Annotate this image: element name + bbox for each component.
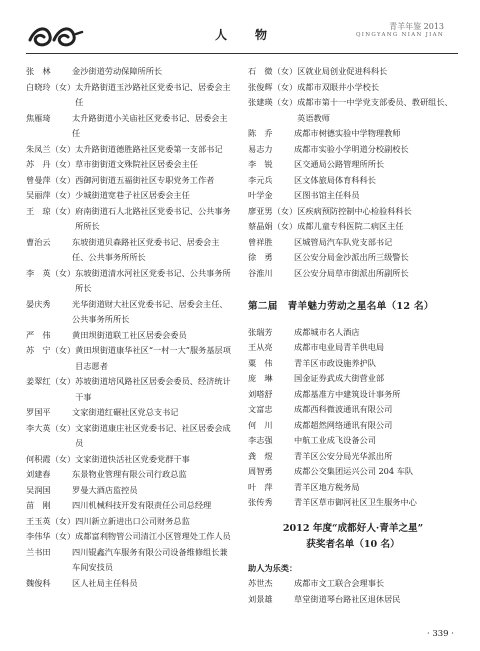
person-name: 张瑞芳 (248, 326, 273, 337)
list-item (248, 235, 458, 251)
person-name: 石 微（女） (248, 66, 298, 76)
person-title: 东坡街道贝森路社区党委书记、居委会主任、公共事务所所长 (72, 236, 220, 262)
person-name: 魏俊科 (26, 577, 51, 588)
person-title: 成都公交集团运兴公司 204 车队 (294, 466, 414, 476)
person-name: 叶 萍 (248, 481, 273, 492)
list-item (248, 64, 458, 80)
person-title: 青羊区草市御河社区卫生服务中心 (294, 497, 417, 507)
person-name: 李 锐 (248, 159, 273, 169)
list-item (26, 328, 234, 344)
person-title: 成都城市名人酒店 (294, 326, 360, 337)
person-title: 草堂街道琴台路社区退休居民 (294, 593, 401, 604)
person-title: 区文体旅局体育科科长 (294, 174, 376, 185)
list-item (26, 514, 234, 530)
list-item (248, 480, 458, 496)
person-title: 成都市实验小学明道分校副校长 (294, 143, 409, 154)
person-title: 青羊区公安分局光华派出所 (294, 450, 393, 461)
person-title: 成都西科微波通讯有限公司 (294, 404, 393, 414)
person-title: 四川新立新进出口公司财务总监 (75, 515, 190, 526)
list-item (248, 340, 458, 356)
person-name: 叶学金 (248, 190, 273, 200)
person-title: 区交通局公路管理所所长 (294, 159, 385, 169)
list-item (248, 464, 458, 480)
yearbook-subtitle: QINGYANG NIAN JIAN (355, 32, 444, 38)
list-item (248, 325, 458, 341)
list-item (26, 142, 234, 158)
list-item (26, 343, 234, 374)
person-name: 朱凤兰（女） (26, 143, 76, 154)
list-item (26, 374, 234, 405)
person-title: 东坡街道清水河社区党委书记、公共事务所所长 (75, 267, 231, 293)
labor-star-list (248, 325, 458, 511)
person-name: 龚 煜 (248, 450, 273, 461)
list-item (26, 204, 234, 235)
person-title: 成都市电业局青羊供电局 (294, 342, 385, 352)
person-name: 周智勇 (248, 466, 273, 476)
person-title: 中航工业成飞设备公司 (294, 435, 376, 445)
person-name: 王玉英（女） (26, 515, 76, 526)
person-name: 刘嗒舒 (248, 388, 273, 399)
person-title: 区公安分局草市街派出所副所长 (294, 267, 409, 278)
person-title: 黄田坝街道康华社区“一村一大”服务基层项目志愿者 (75, 345, 231, 371)
list-item (248, 592, 458, 608)
person-name: 李 英（女） (26, 267, 76, 278)
list-item (26, 157, 234, 173)
person-name: 严 伟 (26, 329, 51, 340)
list-item (26, 235, 234, 266)
list-item (26, 529, 234, 545)
page-header (0, 0, 480, 52)
person-name: 张建瑛（女） (248, 97, 298, 107)
person-title: 少城街道宽巷子社区居委会主任 (75, 190, 190, 200)
list-item (248, 371, 458, 387)
header-rule (26, 53, 458, 54)
person-title: 区公安分局金沙派出所三级警长 (294, 252, 409, 262)
person-title: 黄田坝街道联工社区居委会委员 (72, 329, 187, 340)
good-person-list (248, 576, 458, 607)
person-name: 苏世杰 (248, 578, 273, 588)
list-item (248, 433, 458, 449)
person-title: 文家街道快活社区党委党群干事 (75, 453, 190, 464)
person-title: 成都市第十一中学党支部委员、教研组长、英语教师 (297, 97, 453, 123)
list-item (26, 452, 234, 468)
section-title: 人 物 (215, 28, 276, 42)
list-item (248, 495, 458, 511)
awardee-list-continued (248, 64, 458, 281)
person-name: 吴润国 (26, 484, 51, 495)
list-item (26, 173, 234, 189)
list-item (26, 266, 234, 297)
person-title: 东景物业管理有限公司行政总监 (72, 469, 187, 479)
list-item (26, 576, 234, 592)
person-name: 曾祥胜 (248, 236, 273, 247)
person-name: 何积霞（女） (26, 453, 76, 464)
list-item (248, 576, 458, 592)
list-item (248, 204, 458, 220)
person-title: 区疾病预防控制中心检验科科长 (297, 205, 412, 216)
good-person-heading-line1: 2012 年度“成都好人·青羊之星” (282, 522, 424, 534)
person-title: 文家街道康庄社区党委书记、社区居委会成员 (75, 422, 231, 448)
good-person-heading-line2: 获奖者名单（10 名） (306, 538, 400, 550)
person-name: 罗国平 (26, 407, 51, 417)
left-column (26, 64, 234, 591)
person-name: 白晓玲（女） (26, 81, 76, 92)
list-item (248, 219, 458, 235)
person-name: 李元兵 (248, 174, 273, 185)
person-title: 四川锟鑫汽车服务有限公司设备维修组长兼车间安技员 (72, 546, 228, 572)
person-title: 西御河街道五福街社区专职党务工作者 (75, 174, 215, 185)
person-title: 草市街街道文殊院社区居委会主任 (75, 159, 198, 169)
person-title: 文家街道红碾社区党总支书记 (72, 407, 179, 417)
person-title: 区人社局主任科员 (72, 577, 138, 588)
person-name: 廖亚男（女） (248, 205, 298, 216)
list-item (248, 250, 458, 266)
person-title: 金沙街道劳动保障所所长 (72, 66, 163, 76)
yearbook-title: 青羊年鉴 2013 (389, 22, 444, 31)
person-title: 成都市文工联合会理事长 (294, 578, 385, 588)
list-item (248, 126, 458, 142)
list-item (26, 498, 234, 514)
person-name: 张俊辉（女） (248, 81, 298, 92)
person-name: 吴丽萍（女） (26, 190, 76, 200)
category-subhead: 助人为乐类： (248, 562, 298, 573)
person-name: 何 川 (248, 419, 273, 430)
person-title: 苏坡街道培风路社区居委会委员、经济统计干事 (75, 376, 231, 402)
person-title: 成都基准方中建筑设计事务所 (294, 388, 401, 399)
person-name: 易志力 (248, 143, 273, 154)
page-number: · 339 · (426, 629, 454, 639)
person-name: 苗 刚 (26, 500, 51, 510)
list-item (248, 80, 458, 96)
person-title: 成都超然网络通讯有限公司 (294, 419, 393, 430)
person-name: 谷淮川 (248, 267, 273, 278)
person-name: 陈 乔 (248, 128, 273, 138)
person-name: 王从亮 (248, 342, 273, 352)
person-title: 区图书馆主任科员 (294, 190, 360, 200)
list-item (26, 80, 234, 111)
person-name: 王 琼（女） (26, 205, 76, 216)
list-item (248, 157, 458, 173)
person-title: 太升路街道玉沙路社区党委书记、居委会主任 (75, 81, 231, 107)
list-item (248, 142, 458, 158)
list-item (248, 402, 458, 418)
person-name: 文富忠 (248, 404, 273, 414)
good-person-heading (248, 521, 458, 553)
list-item (26, 421, 234, 452)
list-item (248, 449, 458, 465)
person-name: 刘景雄 (248, 593, 273, 604)
person-name: 苏 丹（女） (26, 159, 76, 169)
list-item (248, 266, 458, 282)
list-item (26, 188, 234, 204)
list-item (248, 418, 458, 434)
person-title: 四川机械科技开发有限责任公司总经理 (72, 500, 212, 510)
list-item (26, 111, 234, 142)
person-title: 成都市树德实验中学物理教师 (294, 128, 401, 138)
person-name: 张传秀 (248, 497, 273, 507)
yearbook-logo-icon (26, 22, 86, 52)
list-item (26, 405, 234, 421)
person-title: 成都市双眼井小学校长 (297, 81, 380, 92)
person-title: 区城管局汽车队党支部书记 (294, 236, 393, 247)
person-title: 太升路街道小关庙社区党委书记、居委会主任 (72, 112, 228, 138)
list-item (26, 297, 234, 328)
person-name: 张 林 (26, 66, 51, 76)
list-item (26, 467, 234, 483)
person-name: 姜翠红（女） (26, 376, 76, 386)
person-title: 国金证券武成大街营业部 (294, 373, 385, 383)
right-column (248, 64, 458, 607)
person-name: 蔡晶娟（女） (248, 221, 298, 231)
person-name: 李大英（女） (26, 422, 76, 433)
person-title: 区就业局创业促进科科长 (297, 66, 388, 76)
list-item (26, 64, 234, 80)
list-item (26, 483, 234, 499)
labor-star-heading: 第二届 青羊魅力劳动之星名单（12 名） (248, 301, 434, 312)
person-name: 苏 宁（女） (26, 345, 76, 355)
person-title: 青羊区地方税务局 (294, 481, 360, 492)
list-item (248, 356, 458, 372)
person-title: 太升路街道德胜路社区党委第一支部书记 (75, 143, 223, 154)
person-name: 刘建春 (26, 469, 51, 479)
person-name: 李伟华（女） (26, 531, 76, 541)
person-title: 成都富利物管公司清江小区管理处工作人员 (75, 531, 231, 541)
person-title: 成都儿童专科医院二病区主任 (297, 221, 404, 231)
person-name: 徐 勇 (248, 252, 273, 262)
yearbook-label (356, 22, 444, 40)
person-name: 晏庆秀 (26, 298, 51, 309)
person-title: 青羊区市政设施养护队 (294, 357, 376, 368)
list-item (248, 387, 458, 403)
list-item (26, 545, 234, 576)
person-name: 焦雁琦 (26, 112, 51, 123)
person-name: 庞 琳 (248, 373, 273, 383)
list-item (248, 188, 458, 204)
person-name: 粟 伟 (248, 357, 273, 368)
list-item (248, 173, 458, 189)
person-title: 府南街道石人北路社区党委书记、公共事务所所长 (75, 205, 231, 231)
person-name: 曹治云 (26, 236, 51, 247)
person-name: 兰书田 (26, 546, 51, 557)
person-title: 光华街道财大社区党委书记、居委会主任、公共事务所所长 (72, 298, 228, 324)
list-item (248, 95, 458, 126)
person-name: 曾曼萍（女） (26, 174, 76, 185)
person-name: 李志强 (248, 435, 273, 445)
person-title: 罗曼大酒店监控员 (72, 484, 138, 495)
